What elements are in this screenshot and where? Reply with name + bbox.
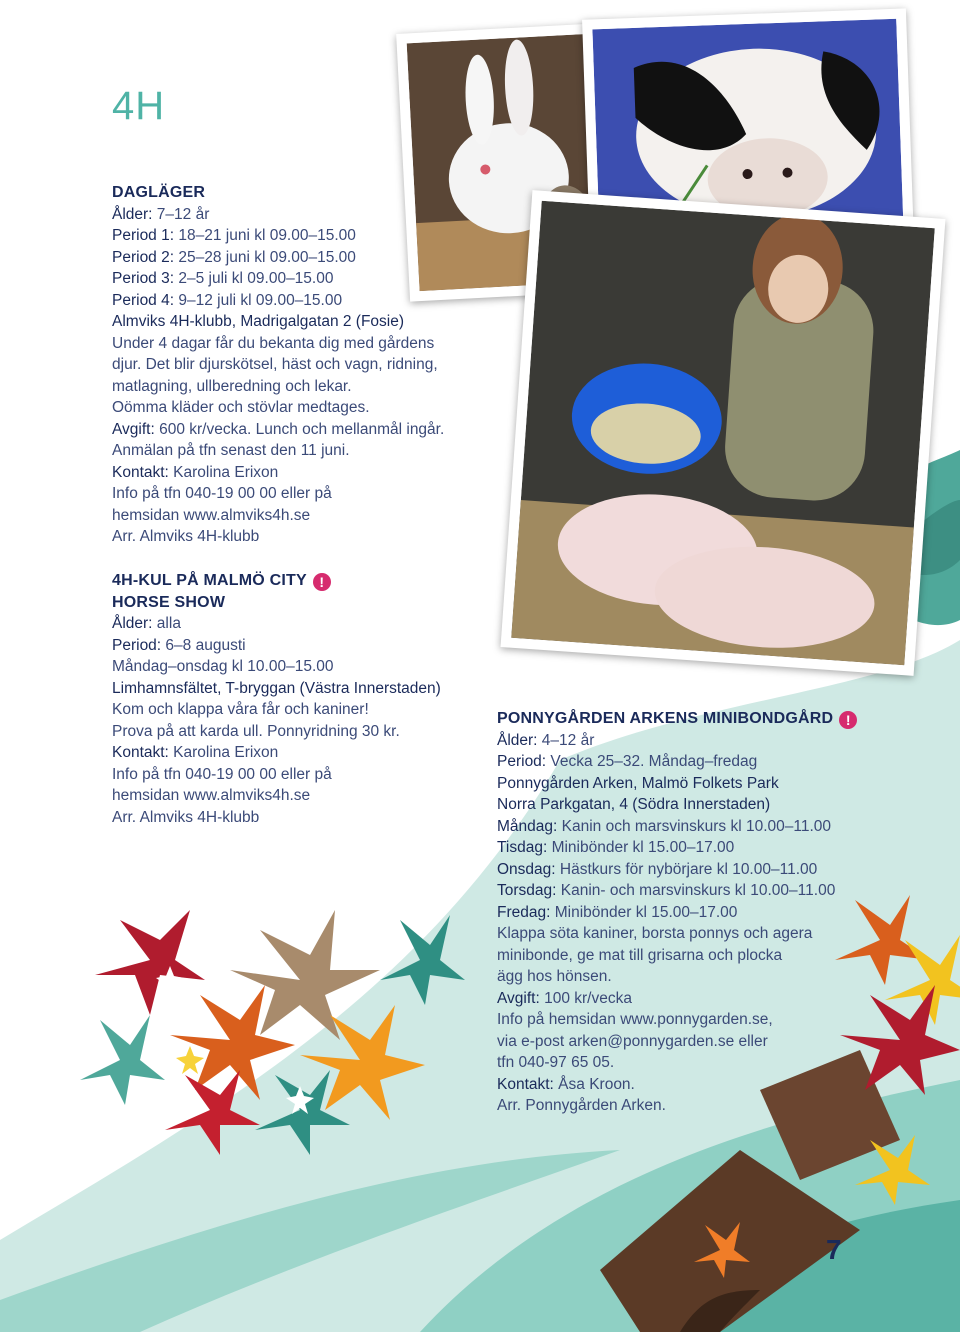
info-line: Klappa söta kaniner, borsta ponnys och agera xyxy=(497,925,813,942)
exclamation-icon: ! xyxy=(839,711,857,729)
section-title: PONNYGÅRDEN ARKENS MINIBONDGÅRD ! xyxy=(497,708,857,730)
info-line: Period 4: 9–12 juli kl 09.00–15.00 xyxy=(112,291,343,309)
info-line: Måndag: Kanin och marsvinskurs kl 10.00–11.00 xyxy=(497,817,832,835)
info-line: Avgift: 100 kr/vecka xyxy=(497,989,632,1007)
info-line: Måndag–onsdag kl 10.00–15.00 xyxy=(112,658,334,675)
info-line: Fredag: Minibönder kl 15.00–17.00 xyxy=(497,903,738,921)
page-number: 7 xyxy=(826,1234,842,1265)
info-line: Arr. Ponnygården Arken. xyxy=(497,1097,666,1114)
exclamation-icon: ! xyxy=(313,573,331,591)
section-title: 4H-KUL PÅ MALMÖ CITY ! xyxy=(112,570,441,592)
info-line: Kontakt: Åsa Kroon. xyxy=(497,1075,635,1093)
info-line: Period 2: 25–28 juni kl 09.00–15.00 xyxy=(112,248,356,266)
info-line: Kontakt: Karolina Erixon xyxy=(112,744,279,761)
info-line: Ålder: alla xyxy=(112,615,181,632)
info-line: Period: 6–8 augusti xyxy=(112,636,246,654)
info-line: hemsidan www.almviks4h.se xyxy=(112,506,311,524)
info-line: Avgift: 600 kr/vecka. Lunch och mellanmål ingår. xyxy=(112,420,445,438)
info-line: Period 1: 18–21 juni kl 09.00–15.00 xyxy=(112,227,356,244)
info-line: Period 3: 2–5 juli kl 09.00–15.00 xyxy=(112,270,334,287)
info-line: Info på hemsidan www.ponnygarden.se, xyxy=(497,1011,773,1028)
info-line: Tisdag: Minibönder kl 15.00–17.00 xyxy=(497,839,735,856)
info-line: Norra Parkgatan, 4 (Södra Innerstaden) xyxy=(497,796,771,813)
info-line: Kom och klappa våra får och kaniner! xyxy=(112,701,369,718)
info-line: Anmälan på tfn senast den 11 juni. xyxy=(112,442,350,459)
info-line: matlagning, ullberedning och lekar. xyxy=(112,377,352,395)
info-line: Ålder: 7–12 år xyxy=(112,205,210,223)
info-line: Info på tfn 040-19 00 00 eller på xyxy=(112,485,332,502)
info-line: Ålder: 4–12 år xyxy=(497,731,595,749)
info-line: hemsidan www.almviks4h.se xyxy=(112,787,311,804)
section-title: DAGLÄGER xyxy=(112,184,206,201)
info-line: Arr. Almviks 4H-klubb xyxy=(112,528,260,545)
info-line: Almviks 4H-klubb, Madrigalgatan 2 (Fosie) xyxy=(112,313,405,330)
info-line: djur. Det blir djurskötsel, häst och vagn, ridning, xyxy=(112,356,438,373)
dagläger-section xyxy=(112,182,444,548)
info-line: via e-post arken@ponnygarden.se eller xyxy=(497,1032,768,1050)
info-line: ägg hos hönsen. xyxy=(497,968,612,985)
info-line: Prova på att karda ull. Ponnyridning 30 kr. xyxy=(112,722,400,740)
info-line: Info på tfn 040-19 00 00 eller på xyxy=(112,765,332,783)
info-line: Onsdag: Hästkurs för nybörjare kl 10.00–11.00 xyxy=(497,860,818,878)
info-line: Kontakt: Karolina Erixon xyxy=(112,463,279,481)
girl-feeding-pigs-photo xyxy=(501,190,946,676)
info-line: Ponnygården Arken, Malmö Folkets Park xyxy=(497,774,779,792)
info-line: Period: Vecka 25–32. Måndag–fredag xyxy=(497,753,758,770)
horse-show-section xyxy=(112,570,441,828)
page-heading: 4H xyxy=(112,84,166,128)
info-line: Arr. Almviks 4H-klubb xyxy=(112,808,260,826)
info-line: Torsdag: Kanin- och marsvinskurs kl 10.00–11.00 xyxy=(497,882,836,899)
info-line: minibonde, ge mat till grisarna och plocka xyxy=(497,946,783,964)
ponnygarden-section xyxy=(497,708,857,1117)
info-line: Oömma kläder och stövlar medtages. xyxy=(112,399,370,416)
info-line: Limhamnsfältet, T-bryggan (Västra Innerstaden) xyxy=(112,679,441,697)
info-line: Under 4 dagar får du bekanta dig med gårdens xyxy=(112,334,435,352)
info-line: tfn 040-97 65 05. xyxy=(497,1054,615,1071)
section-subtitle: HORSE SHOW xyxy=(112,593,226,611)
